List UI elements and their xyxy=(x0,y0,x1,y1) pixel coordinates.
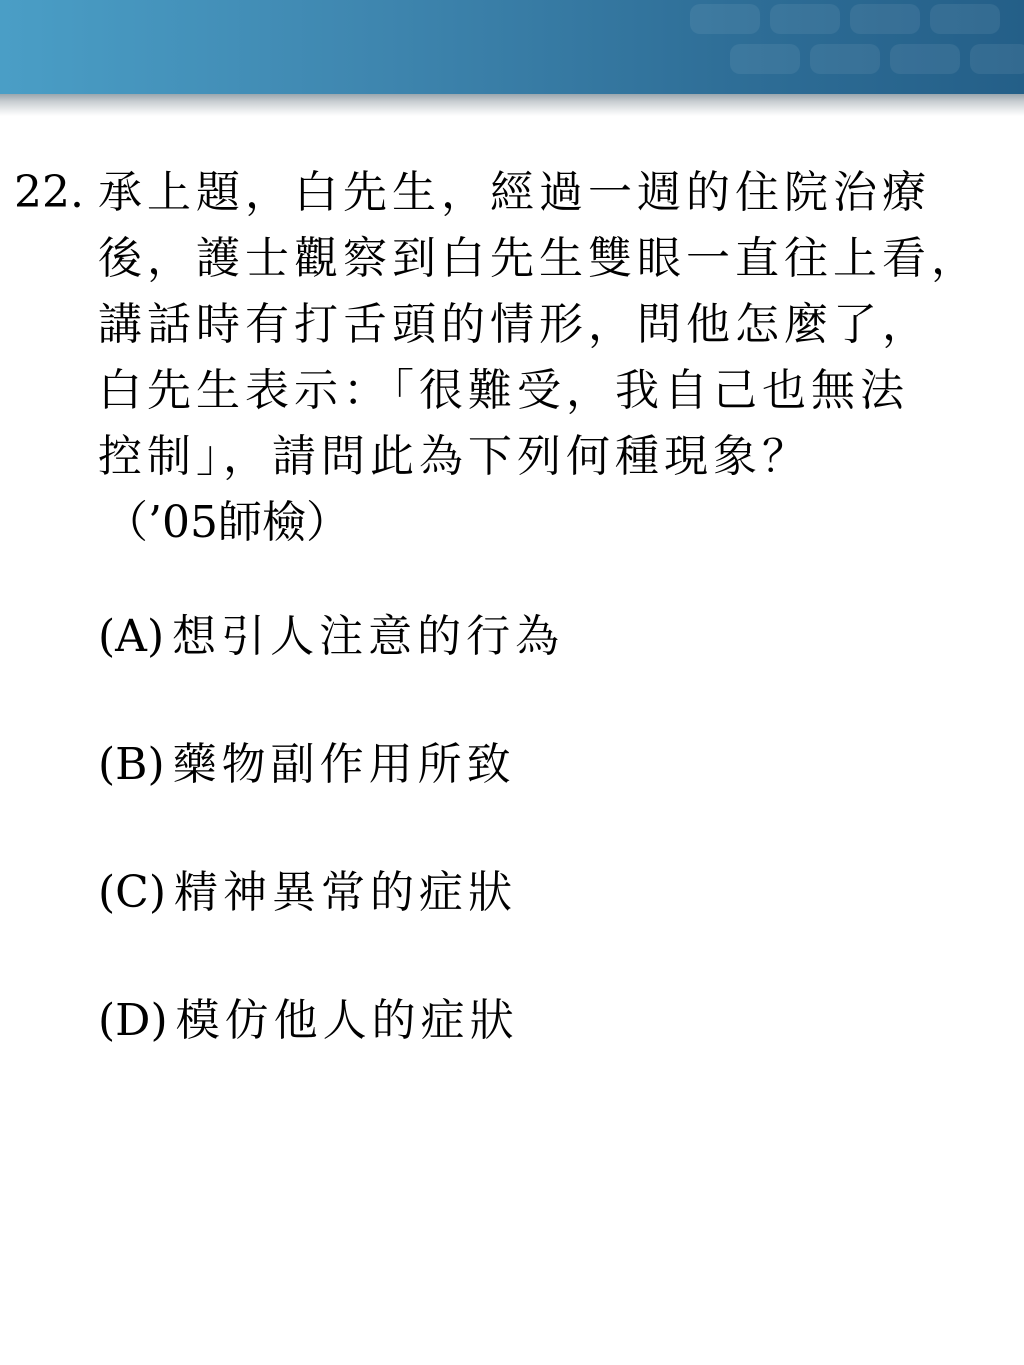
option-label: (A) xyxy=(98,611,165,662)
banner-pattern xyxy=(770,4,840,34)
question-line: 承上題，白先生，經過一週的住院治療 xyxy=(98,167,931,218)
answer-options xyxy=(98,600,564,1112)
question-number: 22. xyxy=(14,167,84,218)
option-text: 藥物副作用所致 xyxy=(172,739,516,790)
option-a xyxy=(98,600,564,728)
question-text xyxy=(98,160,1024,556)
option-text: 想引人注意的行為 xyxy=(172,611,565,662)
question-line: 白先生表示：「很難受，我自己也無法 xyxy=(98,365,909,416)
option-text: 精神異常的症狀 xyxy=(174,867,517,918)
question-source: （’05師檢） xyxy=(104,497,350,548)
banner-pattern xyxy=(970,44,1024,74)
question-line: 後，護士觀察到白先生雙眼一直往上看， xyxy=(98,233,980,284)
option-text: 模仿他人的症狀 xyxy=(175,995,519,1046)
banner-pattern xyxy=(850,4,920,34)
option-c xyxy=(98,856,564,984)
banner-pattern xyxy=(730,44,800,74)
option-label: (D) xyxy=(98,995,168,1046)
option-label: (C) xyxy=(98,867,166,918)
banner-pattern xyxy=(890,44,960,74)
banner-pattern xyxy=(810,44,880,74)
option-b xyxy=(98,728,564,856)
header-banner xyxy=(0,0,1024,94)
question-line: 控制」，請問此為下列何種現象？ xyxy=(98,431,811,482)
banner-pattern xyxy=(690,4,760,34)
banner-shadow xyxy=(0,94,1024,116)
option-d xyxy=(98,984,564,1112)
question-line: 講話時有打舌頭的情形，問他怎麼了， xyxy=(98,299,931,350)
option-label: (B) xyxy=(98,739,165,790)
banner-pattern xyxy=(930,4,1000,34)
